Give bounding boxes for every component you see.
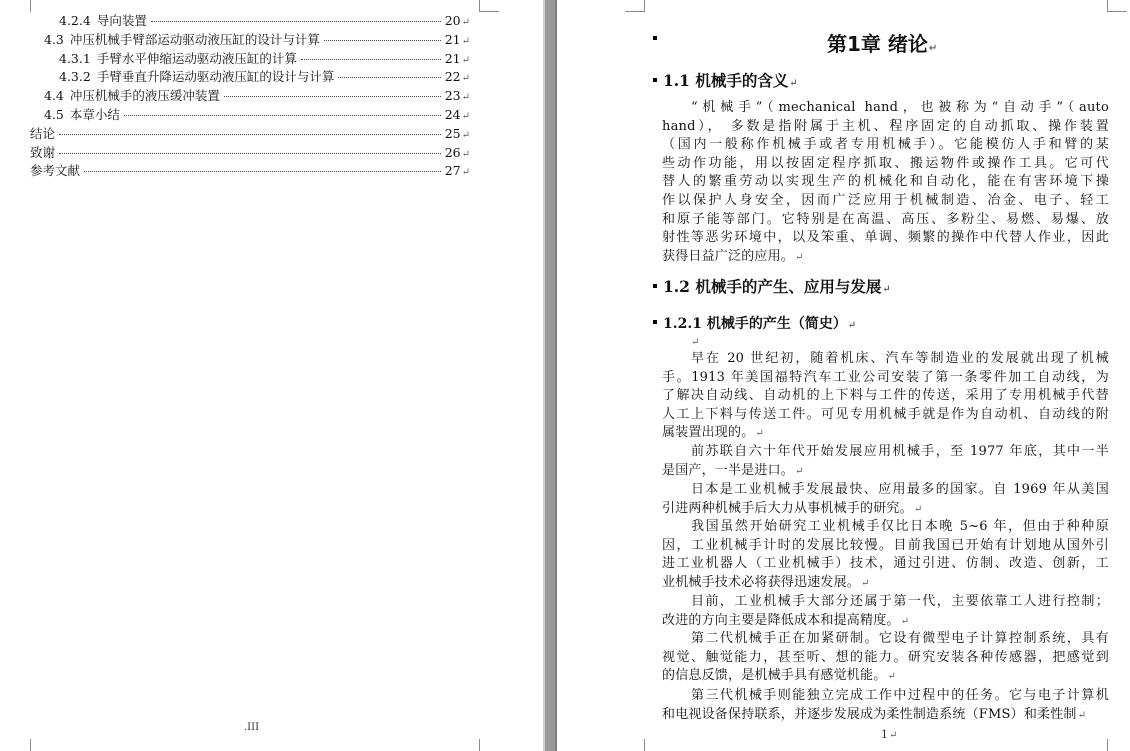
paragraph-line	[662, 667, 1109, 686]
heading-bullet	[653, 78, 657, 82]
heading-bullet	[653, 320, 657, 324]
document-page-left	[0, 0, 543, 751]
paragraph-line	[662, 612, 1109, 631]
paragraph-text: 和电视设备保持联系，并逐步发展成为柔性制造系统（FMS）和柔性制	[662, 706, 1077, 722]
toc-entry-page: 22	[444, 69, 461, 85]
toc-entry[interactable]	[44, 31, 470, 49]
paragraph-mark: ↵	[461, 54, 470, 66]
paragraph-line	[662, 118, 1109, 136]
paragraph-line	[662, 537, 1109, 555]
paragraph-mark: ↵	[1077, 709, 1087, 721]
paragraph-text: 前苏联自六十年代开始发展应用机械手，至 1977 年底，其中一半	[691, 444, 1109, 459]
toc-entry-title: 参考文献	[30, 163, 81, 179]
toc-leader-dots	[59, 153, 441, 154]
section-heading-1-1: 1.1 机械手的含义↵	[663, 71, 798, 90]
paragraph-line	[662, 630, 1109, 648]
paragraph-mark: ↵	[461, 129, 470, 141]
paragraph-line	[662, 443, 1109, 461]
toc-entry-title: 冲压机械手的液压缓冲装置	[69, 88, 220, 104]
chapter-title: 第1章 绪论↵	[827, 32, 938, 56]
paragraph-text: 属装置出现的。	[662, 425, 755, 441]
paragraph-mark: ↵	[461, 111, 470, 122]
heading-bullet	[653, 284, 657, 288]
paragraph-line	[662, 424, 1109, 443]
paragraph-text: 日本是工业机械手发展最快、应用最多的国家。自 1969 年从美国	[691, 482, 1109, 497]
toc-entry-page: 21	[444, 50, 461, 66]
paragraph-line	[662, 481, 1109, 499]
toc-entry-title: 结论	[30, 125, 56, 141]
toc-entry[interactable]	[59, 68, 470, 86]
toc-entry-page: 24	[444, 107, 461, 122]
toc-leader-dots	[324, 40, 441, 41]
toc-entry-page: 21	[444, 31, 461, 47]
crop-mark	[644, 739, 645, 751]
paragraph-line	[662, 369, 1109, 387]
paragraph-mark: ↵	[691, 337, 700, 348]
toc-entry-number: 4.2.4	[59, 13, 91, 28]
toc-entry-title: 导向装置	[96, 13, 147, 28]
paragraph-line	[662, 500, 1109, 519]
toc-entry-number: 4.3.1	[59, 50, 91, 66]
crop-mark	[1107, 11, 1127, 12]
crop-mark	[30, 739, 31, 751]
paragraph-line	[662, 211, 1109, 229]
paragraph-text: 手。1913 年美国福特汽车工业公司安装了第一条零件加工自动线，为	[662, 369, 1109, 385]
toc-entry-number: 4.3	[44, 31, 64, 47]
toc-entry-title: 致谢	[30, 144, 56, 160]
paragraph-text: 作以保护人身安全，因而广泛应用于机械制造、冶金、电子、轻工	[662, 193, 1109, 208]
paragraph-mark: ↵	[461, 167, 470, 179]
toc-entry-title: 手臂水平伸缩运动驱动液压缸的计算	[96, 50, 297, 66]
paragraph-line	[662, 574, 1109, 593]
paragraph-mark: ↵	[461, 148, 470, 160]
toc-leader-dots	[301, 59, 441, 60]
paragraph-line	[662, 706, 1109, 725]
paragraph-line	[662, 687, 1109, 705]
paragraph-line	[662, 229, 1109, 247]
crop-mark	[625, 11, 645, 12]
toc-entry[interactable]	[44, 106, 470, 124]
toc-entry-page: 27	[444, 163, 461, 179]
paragraph-mark: ↵	[461, 35, 470, 47]
paragraph-mark: ↵	[887, 671, 896, 683]
toc-leader-dots	[224, 96, 441, 97]
paragraph-mark: ↵	[861, 577, 870, 589]
toc-leader-dots	[338, 77, 440, 78]
toc-entry-page: 20	[444, 13, 461, 28]
toc-entry[interactable]	[59, 12, 470, 30]
paragraph-text: 和原子能等部门。它特别是在高温、高压、多粉尘、易燃、易爆、放	[662, 211, 1109, 227]
toc-entry[interactable]	[59, 50, 470, 68]
crop-mark	[479, 11, 499, 12]
page-gutter	[543, 0, 557, 751]
paragraph-text: 业机械手技术必将获得迅速发展。	[662, 574, 861, 590]
toc-entry[interactable]	[30, 162, 470, 180]
toc-entry-number: 4.4	[44, 88, 64, 104]
toc-leader-dots	[151, 21, 441, 22]
heading-bullet	[653, 36, 657, 40]
paragraph-line	[662, 136, 1109, 154]
paragraph-text: 我国虽然开始研究工业机械手仅比日本晚 5~6 年，但由于种种原	[691, 519, 1109, 534]
paragraph-mark: ↵	[461, 17, 470, 28]
toc-leader-dots	[59, 134, 441, 135]
paragraph-line	[662, 555, 1109, 573]
paragraph-mark: ↵	[795, 465, 804, 477]
crop-mark	[30, 0, 31, 12]
paragraph-text: 射性等恶劣环境中，以及笨重、单调、频繁的操作中代替人作业，因此	[662, 230, 1109, 246]
paragraph-line	[662, 593, 1109, 611]
paragraph-mark: ↵	[461, 92, 470, 104]
toc-entry-title: 本章小结	[69, 107, 120, 122]
crop-mark	[1107, 739, 1108, 751]
paragraph-text: 引进两种机械手后大力从事机械手的研究。	[662, 500, 913, 516]
toc-entry-number: 4.3.2	[59, 69, 91, 85]
paragraph-text: 第三代机械手则能独立完成工作中过程中的任务。它与电子计算机	[691, 688, 1109, 703]
paragraph-mark: ↵	[795, 251, 804, 263]
paragraph-line	[662, 518, 1109, 536]
toc-entry[interactable]	[30, 144, 470, 162]
section-heading-1-2: 1.2 机械手的产生、应用与发展↵	[663, 277, 891, 296]
paragraph-text: 人工上下料与传送工件。可见专用机械手就是作为自动机、自动线的附	[662, 406, 1109, 422]
paragraph-text: “机械手”（mechanical hand，也被称为“自动手”（auto	[691, 100, 1109, 115]
paragraph-text: 了解决自动线、自动机的上下料与工件的传送，采用了专用机械手代替	[662, 388, 1109, 404]
paragraph-text: 因，工业机械手计时的发展比较慢。目前我国已开始有计划地从国外引	[662, 537, 1109, 553]
paragraph-line	[662, 462, 1109, 481]
paragraph-line	[662, 406, 1109, 424]
toc-leader-dots	[124, 115, 441, 116]
paragraph-line	[662, 192, 1109, 210]
paragraph-text: 进工业机器人（工业机械手）技术，通过引进、仿制、改造、创新，工	[662, 556, 1109, 572]
toc-entry-page: 25	[444, 125, 461, 141]
paragraph-text: 些动作功能，用以按固定程序抓取、搬运物件或操作工具。它可代	[662, 155, 1109, 171]
toc-entry-page: 23	[444, 88, 461, 104]
toc-entry[interactable]	[44, 87, 470, 105]
toc-entry-page: 26	[444, 144, 461, 160]
paragraph-line	[662, 155, 1109, 173]
paragraph-text: 目前，工业机械手大部分还属于第一代，主要依靠工人进行控制；	[691, 594, 1109, 609]
paragraph-line	[662, 350, 1109, 368]
section-heading-1-2-1: 1.2.1 机械手的产生（简史）↵	[663, 316, 857, 332]
paragraph-text: 替人的繁重劳动以实现生产的机械化和自动化，能在有害环境下操	[662, 174, 1109, 190]
page-number: 1↵	[881, 728, 898, 741]
toc-entry-title: 冲压机械手臂部运动驱动液压缸的设计与计算	[69, 31, 320, 47]
toc-entry-title: 手臂垂直升降运动驱动液压缸的设计与计算	[96, 69, 335, 85]
paragraph-text: hand）， 多数是指附属于主机、程序固定的自动抓取、操作装置	[662, 118, 1109, 134]
paragraph-line	[662, 99, 1109, 117]
paragraph-mark: ↵	[913, 503, 923, 515]
document-page-right	[557, 0, 1130, 751]
paragraph-text: 的信息反馈，是机械手具有感觉机能。	[662, 668, 887, 684]
paragraph-line	[662, 649, 1109, 667]
paragraph-text: 是国产，一半是进口。	[662, 462, 795, 478]
paragraph-line	[662, 387, 1109, 405]
paragraph-mark: ↵	[900, 615, 910, 627]
toc-leader-dots	[84, 171, 441, 172]
page-number: .III	[244, 722, 260, 733]
paragraph-mark: ↵	[461, 73, 470, 85]
paragraph-mark: ↵	[755, 428, 764, 440]
paragraph-text: 早在 20 世纪初，随着机床、汽车等制造业的发展就出现了机械	[691, 351, 1109, 366]
toc-entry-number: 4.5	[44, 107, 64, 122]
paragraph-line	[662, 173, 1109, 191]
paragraph-text: 视觉、触觉能力，甚至听、想的能力。研究安装各种传感器，把感觉到	[662, 649, 1109, 665]
paragraph-text: 第二代机械手正在加紧研制。它设有微型电子计算控制系统，具有	[691, 631, 1109, 646]
toc-entry[interactable]	[30, 125, 470, 143]
crop-mark	[479, 739, 480, 751]
paragraph-text: （国内一般称作机械手或者专用机械手）。它能模仿人手和臂的某	[662, 137, 1109, 153]
paragraph-text: 改进的方向主要是降低成本和提高精度。	[662, 612, 900, 628]
paragraph-text: 获得日益广泛的应用。	[662, 248, 795, 264]
paragraph-line	[662, 248, 1109, 267]
